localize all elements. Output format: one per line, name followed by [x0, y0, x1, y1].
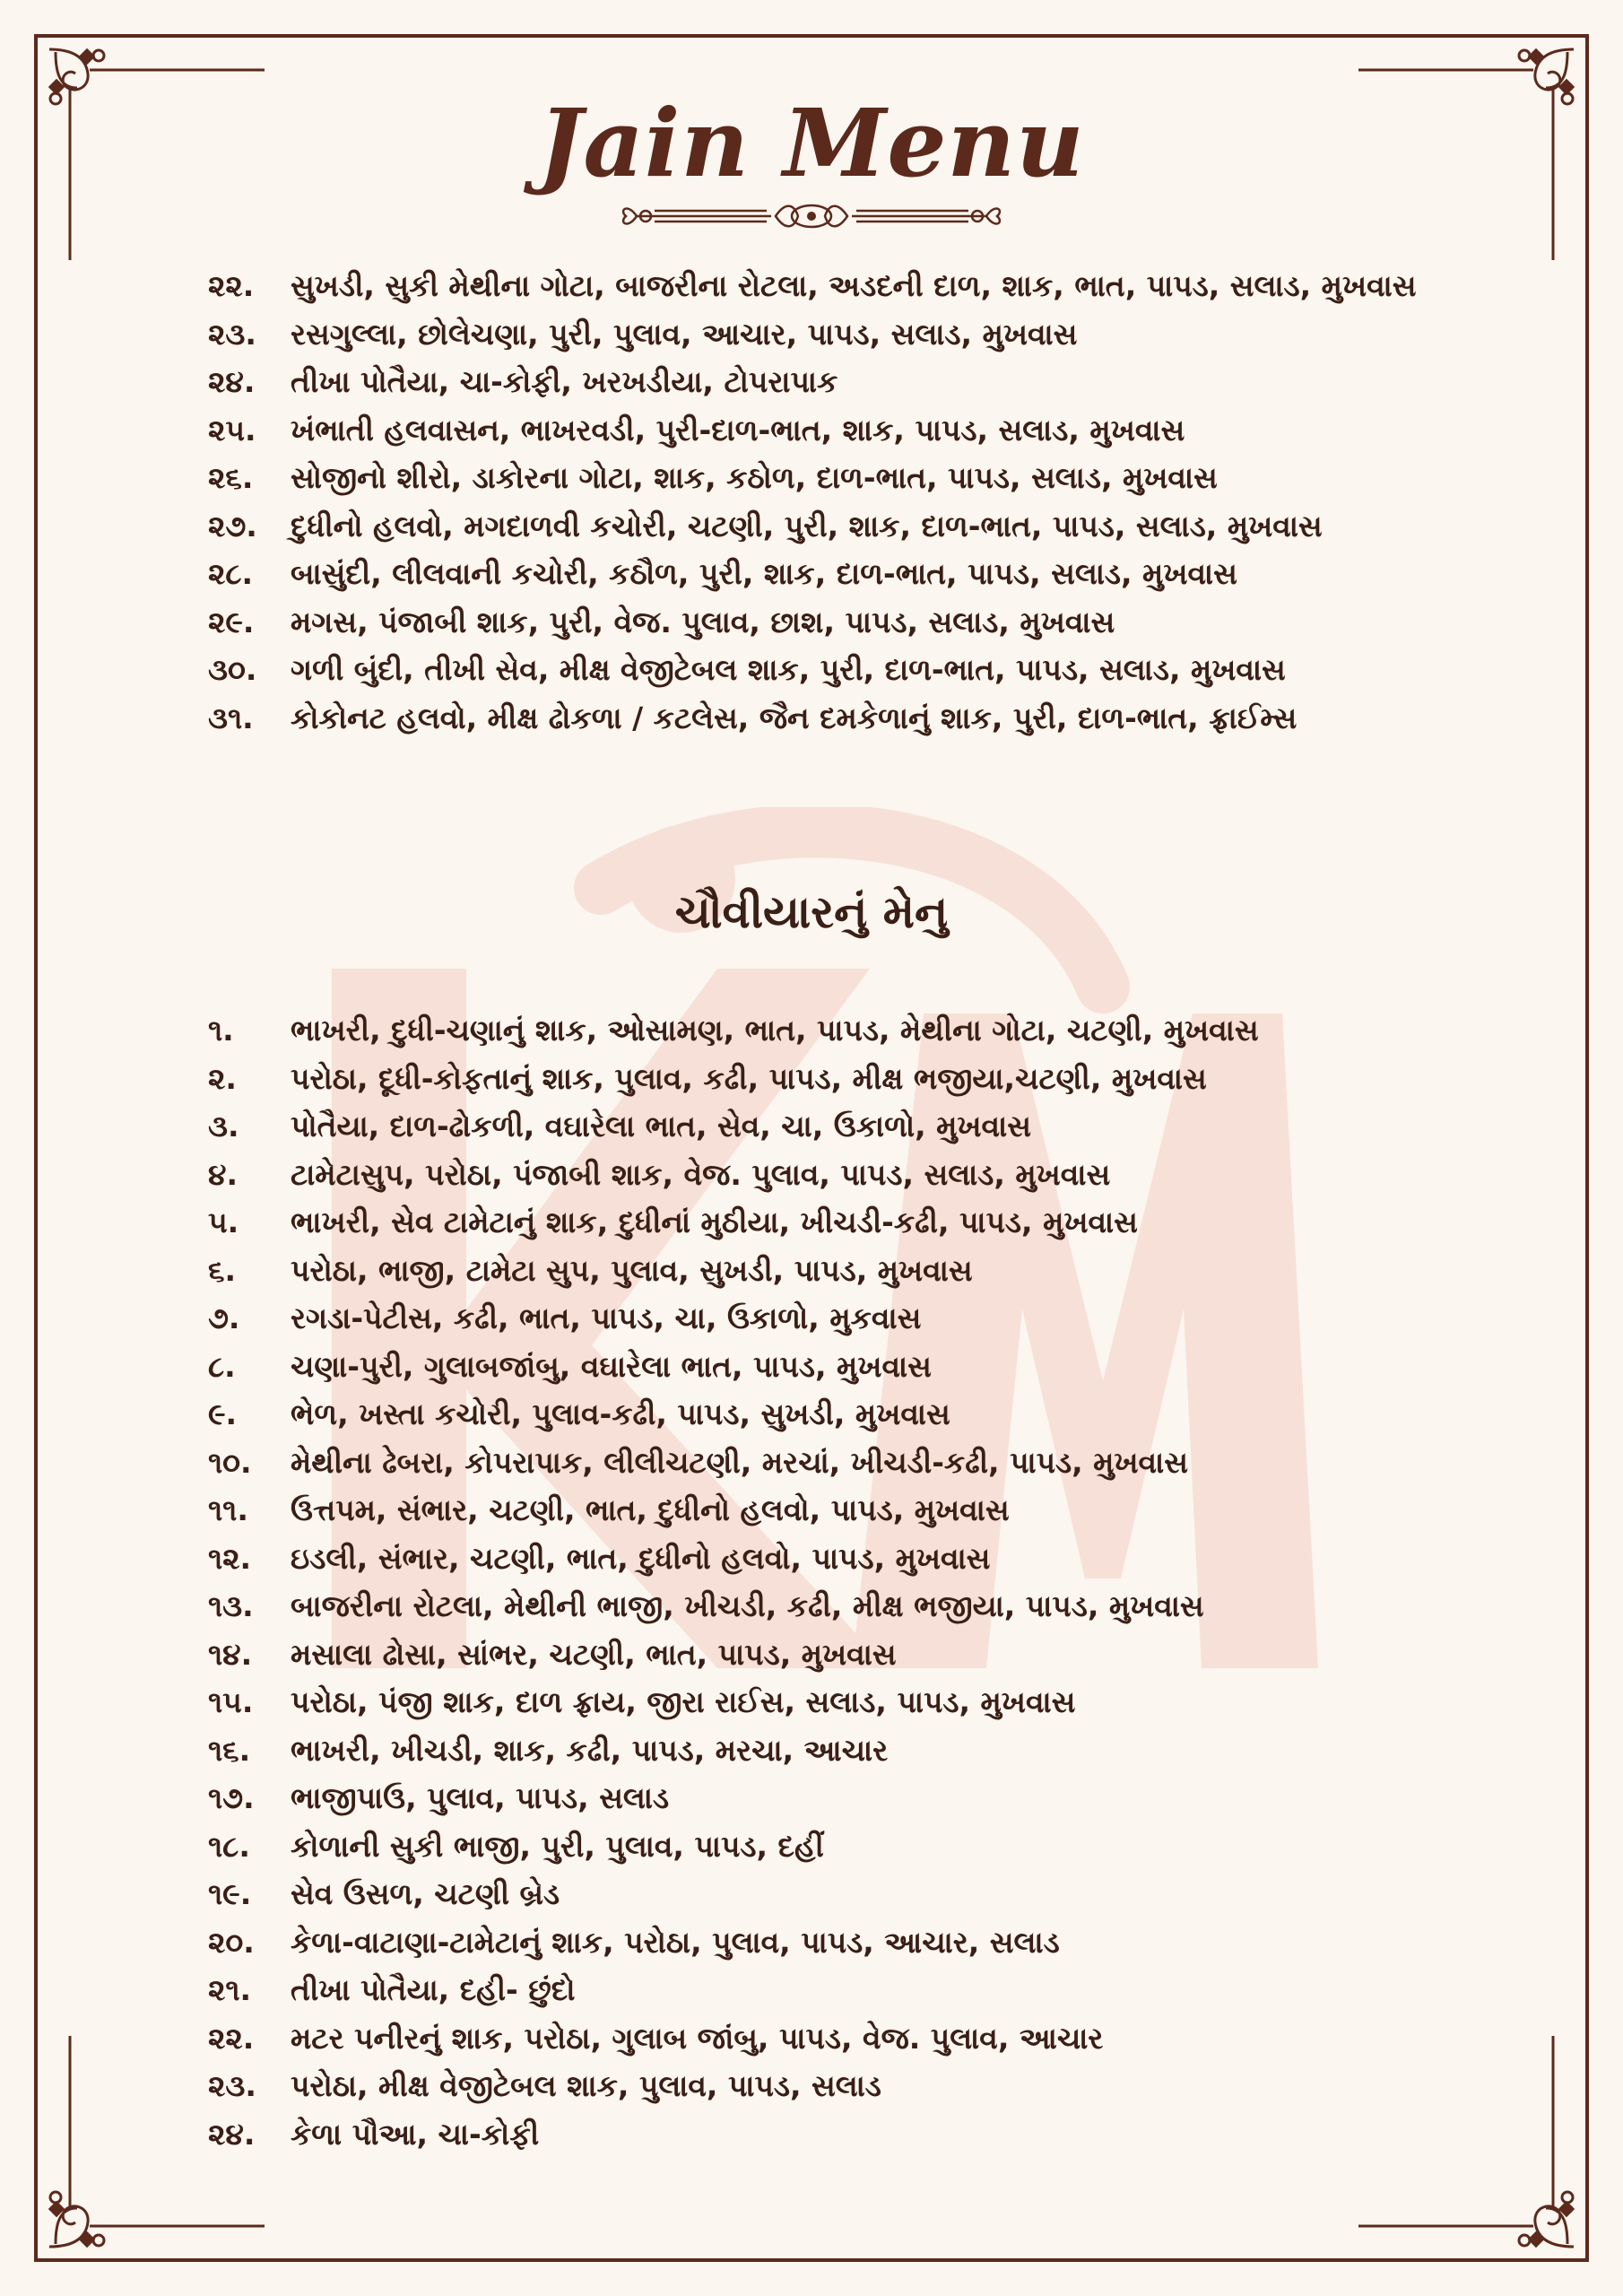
- menu-item: [208, 646, 1445, 694]
- corner-ornament-bottom-left: [49, 2192, 104, 2247]
- menu-item-number: ૩૧.: [208, 700, 254, 735]
- menu-item-text: બાસુંદી, લીલવાની કચોરી, કઠૌળ, પુરી, શાક, દાળ-ભાત, પાપડ, સલાડ, મુખવાસ: [291, 556, 1237, 591]
- menu-item: [208, 1390, 1445, 1439]
- menu-item-text: ટામેટાસુપ, પરોઠા, પંજાબી શાક, વેજ. પુલાવ, પાપડ, સલાડ, મુખવાસ: [291, 1156, 1111, 1192]
- menu-item: [208, 1343, 1445, 1391]
- menu-item: [208, 406, 1445, 455]
- menu-item-number: ૨૩.: [208, 2068, 256, 2103]
- menu-item-text: રસગુલ્લા, છોલેચણા, પુરી, પુલાવ, આચાર, પાપડ, સલાડ, મુખવાસ: [291, 316, 1078, 352]
- menu-item-text: ઇડલી, સંભાર, ચટણી, ભાત, દુધીનો હલવો, પાપડ, મુખવાસ: [291, 1540, 991, 1576]
- chauviyar-menu-list: [208, 1006, 1445, 2158]
- menu-item-number: ૩૦.: [208, 652, 257, 687]
- menu-item-text: સુખડી, સુકી મેથીના ગોટા, બાજરીના રોટલા, અડદની દાળ, શાક, ભાત, પાપડ, સલાડ, મુખવાસ: [291, 268, 1417, 303]
- title-flourish-divider: [619, 196, 1004, 237]
- menu-item-number: ૧૫.: [208, 1684, 254, 1719]
- menu-item: [208, 1678, 1445, 1726]
- menu-item-text: કેળા પૌઆ, ચા-કોફી: [291, 2116, 540, 2152]
- menu-item-number: ૧૬.: [208, 1732, 251, 1768]
- menu-item-text: તીખા પોતૈયા, દહી- છુંદો: [291, 1972, 576, 2007]
- menu-item-number: ૬.: [208, 1252, 237, 1288]
- menu-item: [208, 1774, 1445, 1822]
- menu-item: [208, 310, 1445, 359]
- menu-item: [208, 2014, 1445, 2063]
- menu-item: [208, 1006, 1445, 1055]
- menu-item-text: દુધીનો હલવો, મગદાળવી કચોરી, ચટણી, પુરી, શાક, દાળ-ભાત, પાપડ, સલાડ, મુખવાસ: [291, 508, 1323, 544]
- menu-item-text: પરોઠા, પંજી શાક, દાળ ફ્રાય, જીરા રાઈસ, સલાડ, પાપડ, મુખવાસ: [291, 1684, 1076, 1719]
- menu-item-number: ૧૯.: [208, 1876, 252, 1911]
- menu-item: [208, 1102, 1445, 1151]
- page-title: Jain Menu: [538, 88, 1085, 198]
- menu-item-text: પરોઠા, દૂધી-કોફતાનું શાક, પુલાવ, કઢી, પાપડ, મીક્ષ ભજીયા,ચટણી, મુખવાસ: [291, 1060, 1207, 1096]
- menu-item-text: સેવ ઉસળ, ચટણી બ્રેડ: [291, 1876, 560, 1911]
- menu-item-text: ભાજીપાઉ, પુલાવ, પાપડ, સલાડ: [291, 1780, 670, 1815]
- chauviyar-menu-heading: ચૌવીયારનું મેનુ: [674, 886, 949, 938]
- menu-item: [208, 1535, 1445, 1583]
- menu-item-text: પોતૈયા, દાળ-ઢોકળી, વઘારેલા ભાત, સેવ, ચા, ઉકાળો, મુખવાસ: [291, 1109, 1031, 1144]
- menu-item: [208, 598, 1445, 647]
- menu-item: [208, 1582, 1445, 1631]
- menu-item-text: બાજરીના રોટલા, મેથીની ભાજી, ખીચડી, કઢી, મીક્ષ ભજીયા, પાપડ, મુખવાસ: [291, 1588, 1204, 1623]
- menu-item-text: સોજીનો શીરો, ડાકોરના ગોટા, શાક, કઠોળ, દાળ-ભાત, પાપડ, સલાડ, મુખવાસ: [291, 460, 1218, 495]
- menu-item: [208, 262, 1445, 310]
- menu-item-number: ૧૩.: [208, 1588, 254, 1623]
- menu-item-text: ભાખરી, સેવ ટામેટાનું શાક, દુધીનાં મુઠીયા, ખીચડી-કઢી, પાપડ, મુખવાસ: [291, 1205, 1138, 1239]
- menu-item-text: રગડા-પેટીસ, કઢી, ભાત, પાપડ, ચા, ઉકાળો, મુકવાસ: [291, 1300, 922, 1335]
- menu-item-number: ૧૧.: [208, 1492, 248, 1527]
- menu-item: [208, 550, 1445, 598]
- menu-item-number: ૨૨.: [208, 268, 255, 303]
- menu-item: [208, 1247, 1445, 1295]
- menu-item: [208, 1966, 1445, 2014]
- menu-item-number: ૨૩.: [208, 316, 256, 352]
- menu-item-text: મગસ, પંજાબી શાક, પુરી, વેજ. પુલાવ, છાશ, પાપડ, સલાડ, મુખવાસ: [291, 604, 1115, 639]
- menu-item-number: ૨૪.: [208, 2116, 256, 2152]
- menu-item-text: પરોઠા, ભાજી, ટામેટા સુપ, પુલાવ, સુખડી, પાપડ, મુખવાસ: [291, 1252, 973, 1288]
- menu-item: [208, 1870, 1445, 1918]
- menu-item: [208, 502, 1445, 551]
- menu-item-number: ૨૯.: [208, 604, 255, 639]
- menu-item-number: ૪.: [208, 1156, 238, 1192]
- menu-item-number: ૨૪.: [208, 364, 256, 399]
- menu-item-number: ૨૫.: [208, 412, 256, 448]
- menu-item-number: ૨.: [208, 1060, 237, 1096]
- menu-item-text: ખંભાતી હલવાસન, ભાખરવડી, પુરી-દાળ-ભાત, શાક, પાપડ, સલાડ, મુખવાસ: [291, 412, 1185, 448]
- menu-item: [208, 1151, 1445, 1199]
- corner-ornament-bottom-right: [1519, 2192, 1574, 2247]
- menu-item-text: ઉત્તપમ, સંભાર, ચટણી, ભાત, દુધીનો હલવો, પાપડ, મુખવાસ: [291, 1492, 1010, 1527]
- menu-item: [208, 694, 1445, 743]
- menu-item: [208, 1726, 1445, 1775]
- menu-item-number: ૧.: [208, 1013, 234, 1048]
- menu-item-number: ૧૪.: [208, 1636, 253, 1672]
- menu-item-number: ૧૦.: [208, 1444, 252, 1480]
- menu-item: [208, 1918, 1445, 1967]
- menu-item-text: ગળી બુંદી, તીખી સેવ, મીક્ષ વેજીટેબલ શાક, પુરી, દાળ-ભાત, પાપડ, સલાડ, મુખવાસ: [291, 652, 1286, 687]
- menu-item-number: ૨૨.: [208, 2020, 255, 2056]
- menu-item-number: ૩.: [208, 1109, 239, 1144]
- menu-item-text: પરોઠા, મીક્ષ વેજીટેબલ શાક, પુલાવ, પાપડ, સલાડ: [291, 2068, 881, 2103]
- menu-item-text: મેથીના ઢેબરા, કોપરાપાક, લીલીચટણી, મરચાં, ખીચડી-કઢી, પાપડ, મુખવાસ: [291, 1444, 1188, 1480]
- menu-item-number: ૫.: [208, 1205, 239, 1239]
- menu-item: [208, 1294, 1445, 1343]
- menu-item-number: ૨૭.: [208, 508, 257, 544]
- menu-item-number: ૯.: [208, 1396, 238, 1431]
- menu-item: [208, 454, 1445, 502]
- menu-item-text: ચણા-પુરી, ગુલાબજાંબુ, વઘારેલા ભાત, પાપડ, મુખવાસ: [291, 1348, 932, 1384]
- menu-item: [208, 2062, 1445, 2110]
- menu-item: [208, 358, 1445, 406]
- menu-item-text: મસાલા ઢોસા, સાંભર, ચટણી, ભાત, પાપડ, મુખવાસ: [291, 1636, 897, 1672]
- menu-item-text: કોળાની સુકી ભાજી, પુરી, પુલાવ, પાપડ, દહીં: [291, 1828, 824, 1864]
- menu-item: [208, 1198, 1445, 1247]
- menu-item-text: ભાખરી, દુધી-ચણાનું શાક, ઓસામણ, ભાત, પાપડ, મેથીના ગોટા, ચટણી, મુખવાસ: [291, 1013, 1259, 1048]
- menu-item-text: મટર પનીરનું શાક, પરોઠા, ગુલાબ જાંબુ, પાપડ, વેજ. પુલાવ, આચાર: [291, 2020, 1104, 2056]
- menu-item: [208, 1055, 1445, 1103]
- menu-item-number: ૨૦.: [208, 1924, 255, 1960]
- menu-item: [208, 1486, 1445, 1535]
- menu-item-text: ભેળ, ખસ્તા કચોરી, પુલાવ-કઢી, પાપડ, સુખડી, મુખવાસ: [291, 1396, 950, 1431]
- menu-item-text: કેળા-વાટાણા-ટામેટાનું શાક, પરોઠા, પુલાવ, પાપડ, આચાર, સલાડ: [291, 1924, 1060, 1960]
- menu-item: [208, 1631, 1445, 1679]
- jain-menu-list: [208, 262, 1445, 742]
- menu-item-number: ૧૮.: [208, 1828, 250, 1864]
- menu-item-text: ભાખરી, ખીચડી, શાક, કઢી, પાપડ, મરચા, આચાર: [291, 1732, 889, 1768]
- menu-item-number: ૮.: [208, 1348, 236, 1384]
- menu-item-number: ૨૧.: [208, 1972, 252, 2007]
- menu-item-number: ૨૬.: [208, 460, 254, 495]
- menu-item: [208, 1822, 1445, 1871]
- menu-item-text: તીખા પોતૈયા, ચા-કોફી, ખરખડીયા, ટોપરાપાક: [291, 364, 838, 399]
- menu-item: [208, 1439, 1445, 1487]
- menu-item: [208, 2110, 1445, 2159]
- menu-item-text: કોકોનટ હલવો, મીક્ષ ઢોકળા / કટલેસ, જૈન દમકેળાનું શાક, પુરી, દાળ-ભાત, ફ્રાઈમ્સ: [291, 700, 1298, 735]
- menu-item-number: ૨૮.: [208, 556, 254, 591]
- menu-item-number: ૧૨.: [208, 1540, 252, 1576]
- menu-item-number: ૭.: [208, 1300, 240, 1335]
- menu-item-number: ૧૭.: [208, 1780, 255, 1815]
